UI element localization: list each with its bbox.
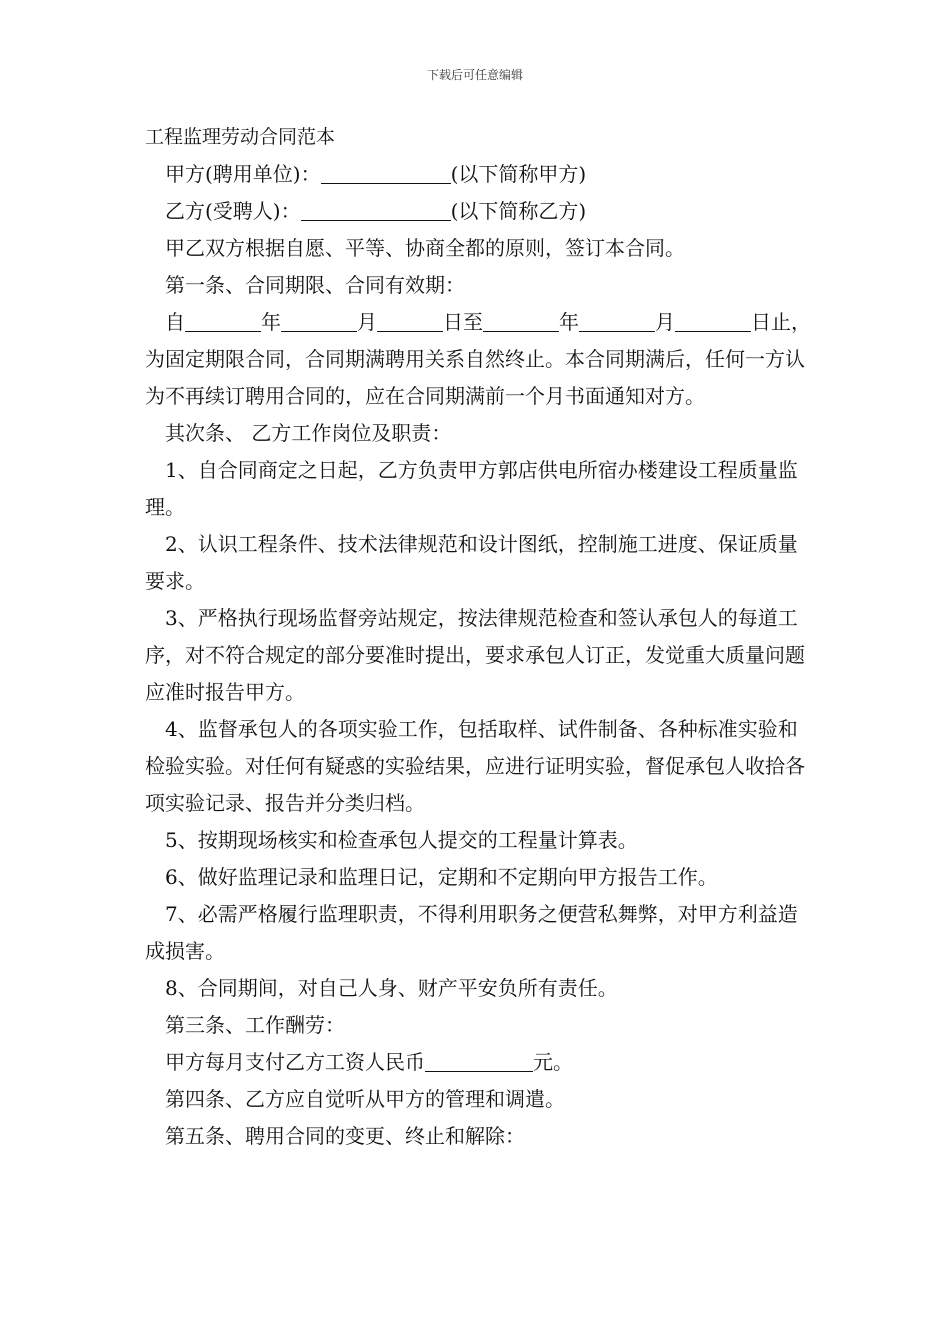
duty-item: 1、自合同商定之日起，乙方负责甲方郭店供电所宿办楼建设工程质量监理。 <box>145 458 798 519</box>
article-2-heading: 其次条、 乙方工作岗位及职责： <box>165 421 452 445</box>
term-day-to: 日至 <box>443 310 483 334</box>
duty-item: 4、监督承包人的各项实验工作，包括取样、试件制备、各种标准实验和检验实验。对任何有疑惑的实验结果，应进行证明实验，督促承包人收拾各项实验记录、报告并分类归档。 <box>145 717 805 815</box>
pay-suffix: 元。 <box>533 1050 573 1074</box>
term-year-end: 年 <box>559 310 579 334</box>
term-blank <box>675 307 751 332</box>
term-day-end: 日 <box>751 310 771 334</box>
duty-item: 6、做好监理记录和监理日记，定期和不定期向甲方报告工作。 <box>165 865 718 889</box>
term-month: 月 <box>357 310 377 334</box>
document-title: 工程监理劳动合同范本 <box>145 126 336 148</box>
term-blank <box>281 307 357 332</box>
term-blank <box>185 307 261 332</box>
term-from: 自 <box>165 310 185 334</box>
article-1-term <box>145 304 817 415</box>
article-3-pay <box>145 1044 817 1081</box>
party-a-blank <box>321 159 451 184</box>
duty-item: 7、必需严格履行监理职责，不得利用职务之便营私舞弊，对甲方利益造成损害。 <box>145 902 798 963</box>
term-blank <box>483 307 559 332</box>
intro-paragraph: 甲乙双方根据自愿、平等、协商全都的原则，签订本合同。 <box>165 236 685 260</box>
duty-item: 2、认识工程条件、技术法律规范和设计图纸，控制施工进度、保证质量要求。 <box>145 532 798 593</box>
page-header: 下载后可任意编辑 <box>426 68 523 82</box>
term-rest: 止，为固定期限合同，合同期满聘用关系自然终止。本合同期满后，任何一方认为不再续订聘用合同的，应在合同期满前一个月书面通知对方。 <box>145 310 811 408</box>
party-a-line <box>145 156 817 193</box>
duty-item: 8、合同期间，对自己人身、财产平安负所有责任。 <box>165 976 618 1000</box>
article-5-heading: 第五条、聘用合同的变更、终止和解除： <box>165 1124 525 1148</box>
party-b-suffix: (以下简称乙方) <box>450 199 587 223</box>
party-a-prefix: 甲方(聘用单位)： <box>165 162 321 186</box>
term-year: 年 <box>261 310 281 334</box>
party-b-blank <box>301 196 451 221</box>
contract-body <box>145 119 817 1155</box>
article-4: 第四条、乙方应自觉听从甲方的管理和调遣。 <box>165 1087 565 1111</box>
term-blank <box>377 307 443 332</box>
term-month-end: 月 <box>655 310 675 334</box>
party-b-prefix: 乙方(受聘人)： <box>165 199 301 223</box>
pay-blank <box>425 1047 533 1072</box>
party-b-line <box>145 193 817 230</box>
article-3-heading: 第三条、工作酬劳： <box>165 1013 345 1037</box>
article-1-heading: 第一条、合同期限、合同有效期： <box>165 273 465 297</box>
duty-item: 5、按期现场核实和检查承包人提交的工程量计算表。 <box>165 828 638 852</box>
term-blank <box>579 307 655 332</box>
pay-prefix: 甲方每月支付乙方工资人民币 <box>165 1050 425 1074</box>
party-a-suffix: (以下简称甲方) <box>450 162 587 186</box>
duty-item: 3、严格执行现场监督旁站规定，按法律规范检查和签认承包人的每道工序，对不符合规定的部分要准时提出，要求承包人订正，发觉重大质量问题应准时报告甲方。 <box>145 606 805 704</box>
